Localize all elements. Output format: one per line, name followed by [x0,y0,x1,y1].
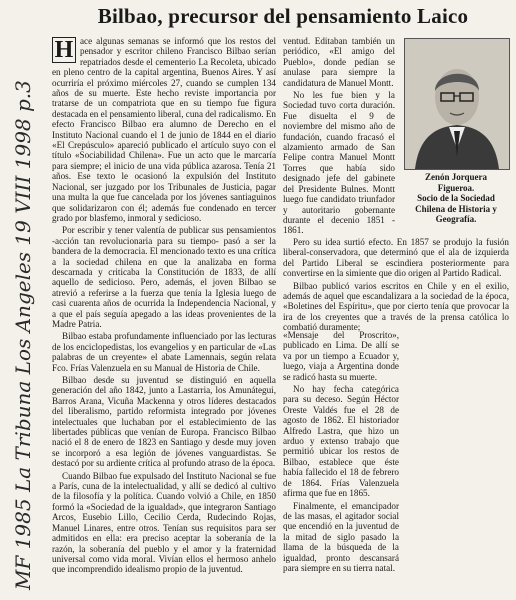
portrait-image [405,39,509,169]
caption-line: Geografía. [435,214,477,224]
handwritten-margin-note [2,80,42,595]
caption-line: Figueroa. [437,182,475,193]
paragraph: Pero su idea surtió efecto. En 1857 se produjo la fusión liberal-conservadora, que determinó que el ala de izquierda del Partido Liberal se escindiera posteriormente para convertirse en la simiente que dio origen al Partido Radical. [283,237,509,279]
article-column-3 [283,330,399,575]
caption-line: Zenón Jorquera [424,172,488,182]
paragraph: Bilbao estaba profundamente influenciado por las lecturas de los enciclopedistas, los evangelios y en particular de «Las palabras de un creyente» el abate Lamennais, según relata Fco. Frías Valenzuela en su Manual de Historia de Chile. [52,331,276,373]
paragraph: Cuando Bilbao fue expulsado del Instituto Nacional se fue a París, cuna de la intelectualidad, y allí se dedicó al cultivo de la filosofía y la política. Cuando volvió a Chile, en 1850 formó la «Sociedad de la igualdad», que integraron Santiago Arcos, Eusebio Lillo, Cecilio Cerda, Rudecindo Rojas, Manuel Linares, entre otros. Tenían sus requisitos para ser admitidos en ella: era preciso aceptar la soberanía de la razón, la soberanía del pueblo y el amor y la fraternidad universal como vida moral. Vivían ellos el hermoso anhelo que incomprendido idealismo propio de la juventud. [52,470,276,575]
paragraph: Bilbao publicó varios escritos en Chile y en el exilio, además de aquel que escandalizara a la sociedad de la época, «Boletines del Espíritu», que por cierto tenía que provocar la ira de los creyentes que a través de la prensa católica lo combatió duramente; [283,280,509,333]
drop-cap: H [52,37,76,63]
article-column-1 [52,36,276,577]
handwritten-note-text: MF 1985 La Tribuna Los Angeles 19 VIII 1998 p.3 [11,80,35,590]
article-column-2 [283,36,395,238]
paragraph: ace algunas semanas se informó que los restos del pensador y escritor chileno Francisco Bilbao serían repatriados desde el cementerio La Recoleta, ubicado en pleno centro de la capital argentina, Buenos Aires. Y así ocurriría el próximo miércoles 27, cuando se cumplen 134 años de su muerte. Este hecho reviste importancia por tratarse de un compatriota que en su tiempo fue figura destacada en el pensamiento liberal, cuna del radicalismo. En efecto Francisco Bilbao era alumno de Derecho en el Instituto Nacional cuando el 1 de junio de 1844 en el diario «El Crepúsculo» apareció publicado el artículo suyo con el título «Sociabilidad Chilena». Fue un acto que le marcaría para siempre; el inicio de una vida pública azarosa. Tenía 21 años. Ese texto le ocasionó la expulsión del Instituto Nacional, ser juzgado por los Tribunales de Justicia, pagar una multa la que fue cancelada por los jóvenes santiaguinos que solidarizaron con él; además fue condenado en tercer grado por blasfemo, inmoral y sedicioso. [52,36,276,223]
paragraph: Finalmente, el emancipador de las masas, el agitador social que encendió en la juventud de la mitad de siglo pasado la llama de la búsqueda de la igualdad, pronto descansará para siempre en su tierra natal. [283,500,399,573]
paragraph: Bilbao desde su juventud se distinguió en aquella generación del año 1842, junto a Lastarria, los Amunátegui, Barros Arana, Vicuña Mackenna y otros líderes destacados del liberalismo, partido reformista integrado por jóvenes intelectuales que luchaban por el establecimiento de las libertades públicas que venían de Europa. Francisco Bilbao nació el 8 de enero de 1823 en Santiago y desde muy joven se incorporó a esa legión de jóvenes vanguardistas. Se destacó por su ardiente crítica al profundo atraso de la época. [52,375,276,469]
article-wide-section [283,237,509,335]
caption-line: Chilena de Historia y [415,203,497,214]
paragraph: ventud. Editaban también un periódico, «El amigo del Pueblo», donde pedían se anulase para siempre la candidatura de Manuel Montt. [283,36,395,88]
paragraph: Por escribir y tener valentía de publicar sus pensamientos -acción tan revolucionaria para su tiempo- pasó a ser la bandera de la democracia. El mencionado texto es una crítica a la sociedad chilena en que la analizaba en forma descarnada y criticaba la Constitución de 1833, de allí aquello de sedicioso. Pero, además, el joven Bilbao se atrevió a referirse a la fuerza que tenía la Iglesia luego de casi cuarenta años de ocurrida la Independencia Nacional, y a que el país seguía apegado a las ideas provenientes de la Madre Patria. [52,225,276,329]
author-caption [402,172,510,225]
paragraph: No hay fecha categórica para su deceso. Según Héctor Oreste Valdés fue el 28 de agosto de 1862. El historiador Alfredo Lastra, que hizo un arduo y extenso trabajo que permitió ubicar los restos de Bilbao, establece que éste había fallecido el 18 de febrero de 1864. Frías Valenzuela afirma que fue en 1865. [283,384,399,499]
paragraph: No les fue bien y la Sociedad tuvo corta duración. Fue disuelta el 9 de noviembre del mismo año de fundación, cuando fracasó el alzamiento armado de San Felipe contra Manuel Montt Torres que había sido designado jefe del gabinete del Presidente Bulnes. Montt luego fue candidato triunfador y autoritario gobernante durante el decenio 1851 - 1861. [283,90,395,236]
article-title: Bilbao, precursor del pensamiento Laico [97,4,469,28]
caption-line: Socio de la Sociedad [417,193,495,203]
paragraph: «Mensaje del Proscrito», publicado en Lima. De allí se va por un tiempo a Ecuador y, luego, viaja a Argentina donde se radicó hasta su muerte. [283,330,399,382]
author-photo [404,38,510,170]
